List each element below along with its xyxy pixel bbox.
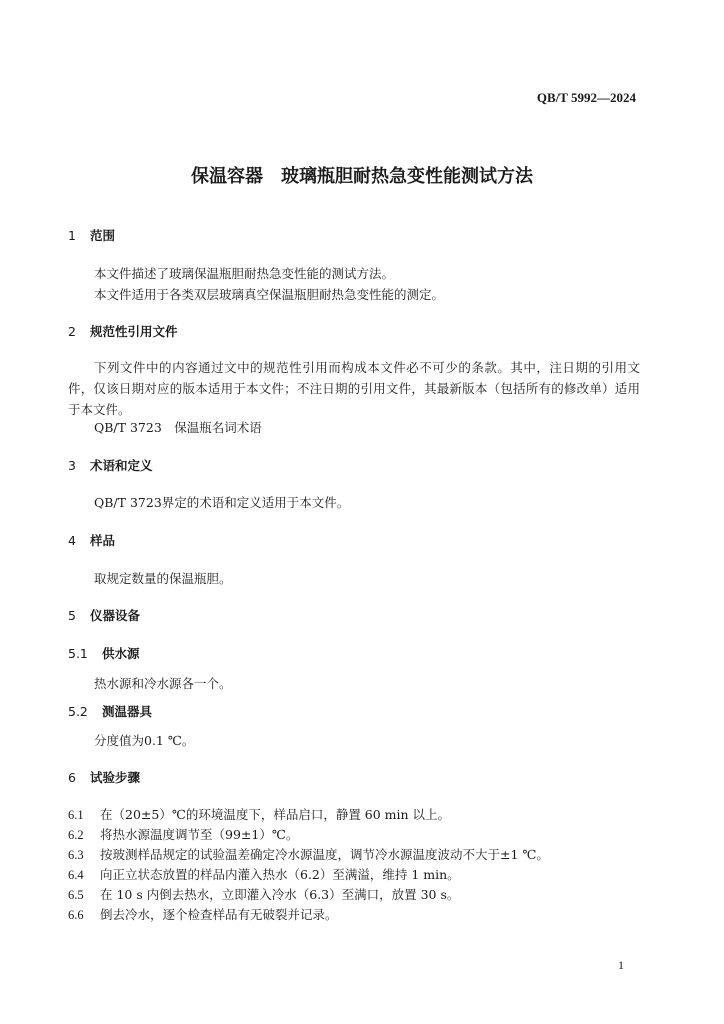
section-5-heading — [68, 606, 140, 624]
step-text: 倒去冷水，逐个检查样品有无破裂并记录。 — [100, 907, 338, 922]
section-4-heading — [68, 531, 115, 549]
step-number: 6.2 — [68, 828, 84, 842]
section-title: 规范性引用文件 — [90, 324, 178, 339]
step-text: 按玻测样品规定的试验温差确定冷水源温度，调节冷水源温度波动不大于±1 ℃。 — [100, 847, 549, 862]
section-number: 2 — [68, 324, 76, 339]
subsection-5-2-heading — [68, 702, 152, 720]
section-number: 3 — [68, 458, 76, 473]
section-1-heading — [68, 226, 115, 244]
step-6-1 — [68, 805, 450, 823]
step-number: 6.4 — [68, 868, 84, 882]
section-3-paragraph: QB/T 3723界定的术语和定义适用于本文件。 — [94, 495, 350, 510]
subsection-title: 测温器具 — [102, 704, 153, 719]
section-number: 4 — [68, 533, 76, 548]
section-title: 试验步骤 — [90, 770, 141, 785]
page-title — [0, 162, 724, 188]
subsection-5-1-heading — [68, 644, 140, 662]
step-6-4 — [68, 865, 460, 883]
section-2-paragraph: 下列文件中的内容通过文中的规范性引用而构成本文件必不可少的条款。其中，注日期的引用文件，仅该日期对应的版本适用于本文件；不注日期的引用文件，其最新版本（包括所有的修改单）适用于本文件。 — [68, 360, 640, 417]
section-2-heading — [68, 322, 178, 340]
section-1-paragraph-1: 本文件描述了玻璃保温瓶胆耐热急变性能的测试方法。 — [94, 266, 395, 281]
step-6-2 — [68, 825, 298, 843]
section-4-paragraph: 取规定数量的保温瓶胆。 — [94, 571, 232, 586]
step-number: 6.3 — [68, 848, 84, 862]
step-text: 在（20±5）℃的环境温度下，样品启口，静置 60 min 以上。 — [100, 807, 451, 822]
section-3-heading — [68, 456, 153, 474]
section-1-paragraph-2: 本文件适用于各类双层玻璃真空保温瓶胆耐热急变性能的测定。 — [94, 287, 445, 302]
step-6-6 — [68, 905, 338, 923]
subsection-5-2-paragraph: 分度值为0.1 ℃。 — [94, 733, 195, 748]
section-2-reference: QB/T 3723 保温瓶名词术语 — [94, 420, 262, 435]
subsection-5-1-paragraph: 热水源和冷水源各一个。 — [94, 676, 232, 691]
standard-code: QB/T 5992—2024 — [536, 90, 636, 105]
section-title: 术语和定义 — [90, 458, 153, 473]
subsection-number: 5.2 — [68, 704, 88, 719]
subsection-title: 供水源 — [102, 646, 140, 661]
title-part-1: 保温容器 — [191, 166, 263, 187]
page-number: 1 — [618, 958, 624, 972]
step-number: 6.6 — [68, 908, 84, 922]
step-6-3 — [68, 845, 549, 863]
step-number: 6.5 — [68, 888, 84, 902]
section-number: 6 — [68, 770, 76, 785]
section-title: 样品 — [90, 533, 116, 548]
section-number: 5 — [68, 608, 76, 623]
step-6-5 — [68, 885, 459, 903]
subsection-number: 5.1 — [68, 646, 88, 661]
section-title: 仪器设备 — [90, 608, 141, 623]
section-number: 1 — [68, 228, 76, 243]
step-text: 将热水源温度调节至（99±1）℃。 — [100, 827, 299, 842]
title-part-2: 玻璃瓶胆耐热急变性能测试方法 — [281, 166, 533, 187]
step-text: 在 10 s 内倒去热水，立即灌入冷水（6.3）至满口，放置 30 s。 — [100, 887, 460, 902]
section-title: 范围 — [90, 228, 116, 243]
step-number: 6.1 — [68, 808, 84, 822]
step-text: 向正立状态放置的样品内灌入热水（6.2）至满溢，维持 1 min。 — [100, 867, 460, 882]
section-6-heading — [68, 768, 140, 786]
